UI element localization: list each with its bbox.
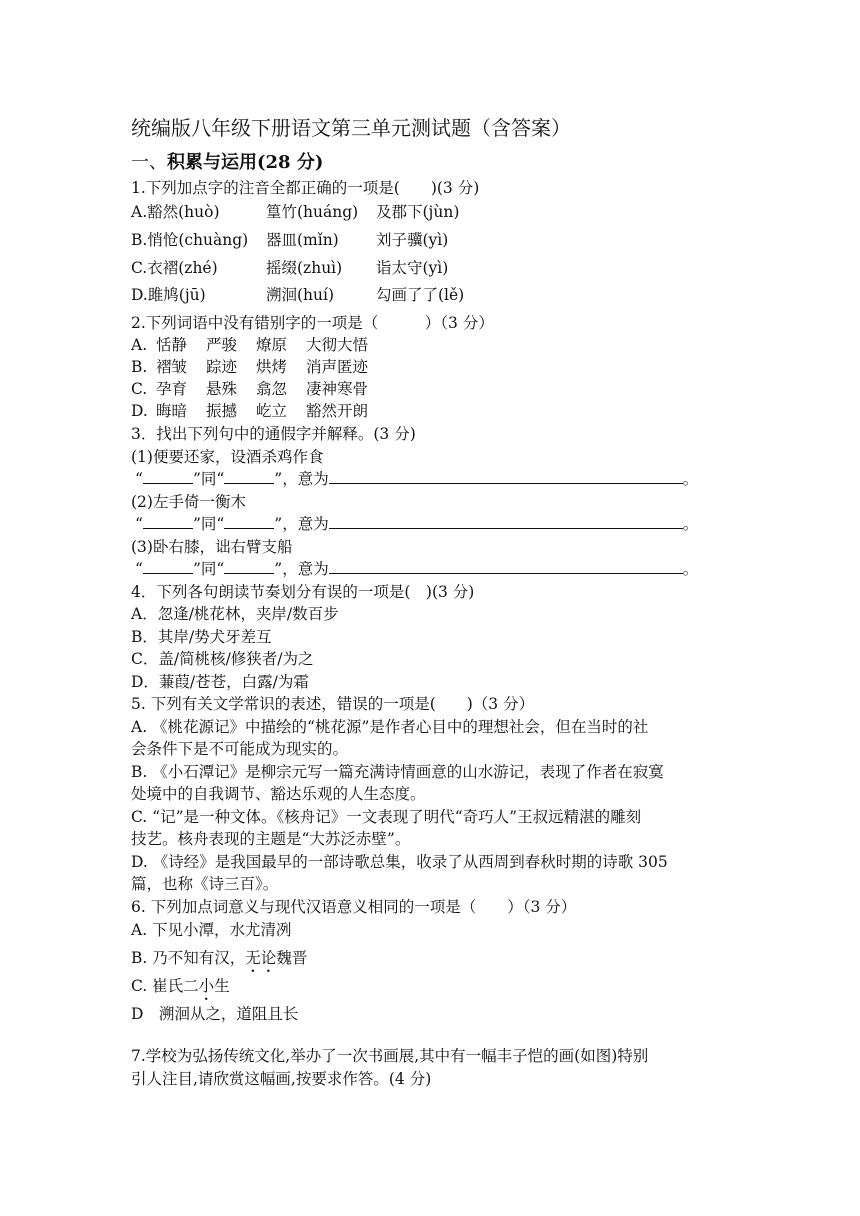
q2-option-c-word2: 悬殊: [206, 380, 238, 398]
q2-option-c-word4: 凄神寒骨: [306, 380, 369, 398]
meaning-blank-2[interactable]: [329, 514, 683, 529]
same-as-label: ”同“: [192, 560, 225, 578]
q1-option-b-3: 刘子骥(yì): [376, 231, 449, 249]
q2-option-d-word1: 晦暗: [156, 402, 188, 420]
meaning-blank-3[interactable]: [329, 559, 683, 574]
document-title: 统编版八年级下册语文第三单元测试题（含答案）: [131, 116, 571, 140]
q3-item-2: (2)左手倚一衡木: [131, 493, 246, 511]
q1-option-c-3: 诣太守(yì): [376, 259, 449, 277]
q2-option-b-word1: 褶皱: [156, 358, 188, 376]
quote-open: “: [135, 470, 143, 488]
q4-option-b: B．其岸/势犬牙差互: [131, 628, 272, 646]
q3-item-1: (1)便要还家，设酒杀鸡作食: [131, 448, 324, 466]
q6-option-a-text: A. 下见小潭，水尤清冽: [131, 921, 292, 939]
q5-option-b-line1: B. 《小石潭记》是柳宗元写一篇充满诗情画意的山水游记，表现了作者在寂寞: [131, 763, 664, 781]
q5-option-a-line1: A. 《桃花源记》中描绘的“桃花源”是作者心目中的理想社会，但在当时的社: [131, 718, 649, 736]
q1-option-a-2: 篁竹(huáng): [266, 203, 359, 221]
quote-open: “: [135, 560, 143, 578]
q3-item-3: (3)卧右膝，诎右臂支船: [131, 538, 293, 556]
q3-stem: 3．找出下列句中的通假字并解释。(3 分): [131, 425, 416, 443]
q6-option-c-tail: 生: [214, 977, 230, 995]
same-as-label: ”同“: [192, 470, 225, 488]
tongjia-char-blank-2[interactable]: [143, 514, 193, 529]
q2-option-d-word2: 振撼: [206, 402, 238, 420]
q2-option-b-letter: B.: [131, 358, 148, 376]
q1-option-b-1: B.悄怆(chuàng): [131, 231, 249, 249]
period: 。: [682, 560, 699, 578]
meaning-label: ”，意为: [274, 470, 329, 488]
same-as-label: ”同“: [192, 515, 225, 533]
original-char-blank-1[interactable]: [224, 469, 274, 484]
q2-option-b-word2: 踪迹: [206, 358, 238, 376]
q5-option-c-line1: C. “记”是一种文体。《核舟记》一文表现了明代“奇巧人”王叔远精湛的雕刻: [131, 808, 642, 826]
q6-option-b-dotted-word: 无论: [245, 949, 277, 967]
period: 。: [682, 515, 699, 533]
q1-option-d-3: 勾画了了(lě): [376, 286, 465, 304]
q4-option-c: C．盖/简桃核/修狭者/为之: [131, 650, 314, 668]
q2-option-d-letter: D.: [131, 402, 148, 420]
q6-option-b-text: B. 乃不知有汉，: [131, 949, 246, 967]
q1-option-c-1: C.衣褶(zhé): [131, 259, 218, 277]
q1-option-a-3: 及郡下(jùn): [376, 203, 460, 221]
q6-option-b-tail: 魏晋: [276, 949, 308, 967]
q3-answer-row-3: [135, 559, 698, 579]
q1-option-d-2: 溯洄(huí): [266, 286, 335, 304]
q6-option-d-text: D 溯洄从之，道阻且长: [131, 1005, 299, 1023]
q7-line1: 7.学校为弘扬传统文化,举办了一次书画展,其中有一幅丰子恺的画(如图)特别: [131, 1047, 649, 1065]
q4-option-d: D．蒹葭/苍苍，白露/为霜: [131, 673, 309, 691]
section-heading: [131, 152, 323, 174]
q3-answer-row-1: [135, 469, 698, 489]
meaning-label: ”，意为: [274, 560, 329, 578]
q1-stem: 1.下列加点字的注音全都正确的一项是( )(3 分): [131, 179, 480, 197]
q2-option-b-word4: 消声匿迹: [306, 358, 369, 376]
section-title: 积累与运用(28 分): [167, 152, 324, 173]
period: 。: [682, 470, 699, 488]
q1-option-d-1: D.雎鸠(jū): [131, 286, 206, 304]
q5-option-c-line2: 技艺。核舟表现的主题是“大苏泛赤壁”。: [131, 830, 411, 848]
meaning-blank-1[interactable]: [329, 469, 683, 484]
tongjia-char-blank-1[interactable]: [143, 469, 193, 484]
q4-option-a: A．忽逢/桃花林，夹岸/数百步: [131, 605, 339, 623]
meaning-label: ”，意为: [274, 515, 329, 533]
q6-option-c-text: C. 崔氏二: [131, 977, 199, 995]
q2-stem: 2.下列词语中没有错别字的一项是（ ）（3 分）: [131, 314, 494, 332]
quote-open: “: [135, 515, 143, 533]
q2-option-b-word3: 烘烤: [256, 358, 288, 376]
q3-answer-row-2: [135, 514, 698, 534]
q7-line2: 引人注目,请欣赏这幅画,按要求作答。(4 分): [131, 1070, 432, 1088]
original-char-blank-2[interactable]: [224, 514, 274, 529]
q6-option-d: [131, 1004, 298, 1024]
q2-option-c-word3: 翕忽: [256, 380, 288, 398]
q2-option-a-word4: 大彻大悟: [306, 336, 369, 354]
q2-option-a-word2: 严骏: [206, 336, 238, 354]
q6-option-c-dotted-word: 小: [198, 977, 215, 995]
q5-option-b-line2: 处境中的自我调节、豁达乐观的人生态度。: [131, 785, 426, 803]
q4-stem: 4．下列各句朗读节奏划分有误的一项是( )(3 分): [131, 583, 475, 601]
q5-stem: 5. 下列有关文学常识的表述，错误的一项是( )（3 分）: [131, 695, 535, 713]
q5-option-d-line2: 篇，也称《诗三百》。: [131, 875, 279, 893]
q6-stem: 6. 下列加点词意义与现代汉语意义相同的一项是（ ）（3 分）: [131, 898, 577, 916]
q6-option-b: [131, 948, 307, 976]
q5-option-a-line2: 会条件下是不可能成为现实的。: [131, 740, 349, 758]
tongjia-char-blank-3[interactable]: [143, 559, 193, 574]
q2-option-a-word1: 恬静: [156, 336, 188, 354]
q1-option-c-2: 摇缀(zhuì): [266, 259, 343, 277]
q6-option-a: [131, 920, 292, 940]
q2-option-d-word3: 屹立: [256, 402, 288, 420]
q5-option-d-line1: D. 《诗经》是我国最早的一部诗歌总集，收录了从西周到春秋时期的诗歌 305: [131, 853, 668, 871]
q1-option-a-1: A.豁然(huò): [131, 203, 220, 221]
q6-option-c: [131, 976, 230, 1004]
q1-option-b-2: 器皿(mǐn): [266, 231, 339, 249]
original-char-blank-3[interactable]: [224, 559, 274, 574]
q2-option-c-word1: 孕育: [156, 380, 188, 398]
q2-option-a-letter: A.: [131, 336, 148, 354]
q2-option-d-word4: 豁然开朗: [306, 402, 369, 420]
section-number: 一、: [131, 152, 167, 173]
q2-option-a-word3: 燎原: [256, 336, 288, 354]
q2-option-c-letter: C.: [131, 380, 148, 398]
